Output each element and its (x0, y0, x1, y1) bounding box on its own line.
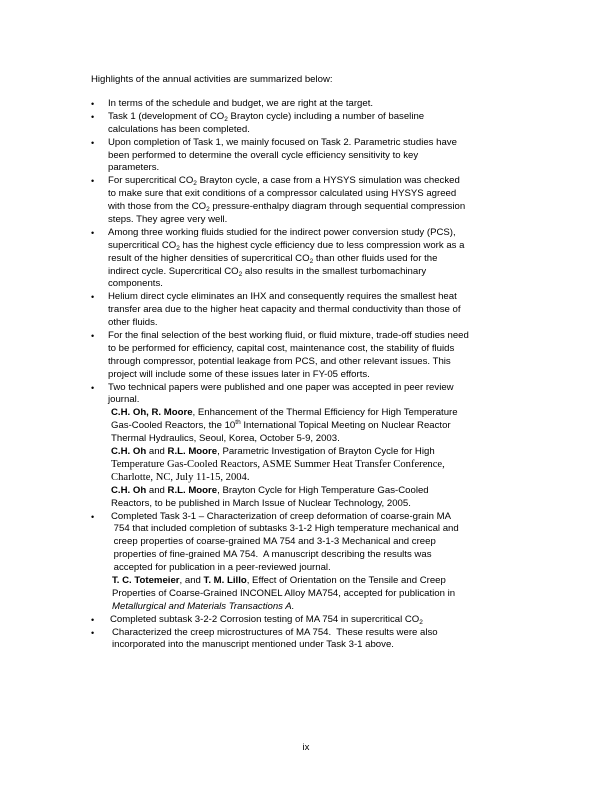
text-segment: , Parametric Investigation of Brayton Cycle for High (217, 446, 435, 458)
text-line (0, 304, 612, 317)
bullet-icon: • (91, 511, 95, 522)
text-line (0, 498, 612, 511)
text-segment: 754 that included completion of subtasks 3-1-2 High temperature mechanical and (111, 523, 459, 535)
text-segment: Brayton cycle) including a number of baseline (227, 110, 425, 122)
bullet-icon: • (91, 614, 95, 625)
text-segment: 2 (176, 244, 180, 252)
text-segment: 2 (419, 618, 423, 626)
text-line (0, 446, 612, 459)
bullet-item (0, 98, 612, 111)
author-name: C.H. Oh (111, 446, 147, 458)
text-segment: components. (108, 278, 163, 290)
text-line (0, 98, 612, 111)
intro-paragraph: Highlights of the annual activities are summarized below: (91, 74, 333, 85)
author-name: R.L. Moore (167, 484, 218, 496)
text-line (0, 343, 612, 356)
text-segment: Task 1 (development of CO (108, 110, 225, 122)
bullet-item (0, 511, 612, 575)
bullet-item (0, 175, 612, 227)
text-segment: 2 (238, 270, 243, 278)
text-segment: 2 (224, 115, 228, 123)
text-line (0, 382, 612, 395)
text-line (0, 175, 612, 188)
text-segment: Brayton cycle, a case from a HYSYS simulation was checked (196, 175, 460, 187)
author-name: R.L. Moore (167, 446, 218, 458)
text-segment: Completed Task 3-1 – Characterization of creep deformation of coarse-grain MA (111, 510, 452, 522)
bullet-icon: • (91, 331, 95, 342)
text-line (0, 472, 612, 485)
text-line (0, 601, 612, 614)
text-segment: 2 (206, 206, 210, 214)
reference-entry (0, 485, 612, 511)
text-line (0, 253, 612, 266)
text-segment: Temperature Gas-Cooled Reactors, ASME Summer Heat Transfer Conference, (111, 458, 445, 470)
text-line (0, 485, 612, 498)
text-segment: Reactors, to be published in March Issue of Nuclear Technology, 2005. (111, 497, 411, 509)
text-segment: to make sure that exit conditions of a compressor calculated using HYSYS agreed (108, 188, 457, 200)
text-line (0, 627, 612, 640)
bullet-item (0, 111, 612, 137)
text-segment: and (146, 446, 168, 458)
text-segment: , Effect of Orientation on the Tensile and Creep (246, 574, 446, 586)
text-line (0, 214, 612, 227)
text-segment: In terms of the schedule and budget, we are right at the target. (108, 98, 374, 109)
bullet-icon: • (91, 227, 95, 238)
text-segment: supercritical CO (108, 239, 177, 251)
text-segment: accepted for publication in a peer-reviewed journal. (111, 562, 331, 574)
text-segment: incorporated into the manuscript mentioned under Task 3-1 above. (112, 639, 394, 651)
bullet-item (0, 227, 612, 291)
text-segment: properties of fine-grained MA 754. A manuscript describing the results was (111, 549, 432, 561)
bullet-icon: • (91, 137, 95, 148)
text-line (0, 511, 612, 524)
text-segment: Upon completion of Task 1, we mainly focused on Task 2. Parametric studies have (108, 136, 457, 148)
text-segment: Charlotte, NC, July 11-15, 2004. (111, 471, 250, 483)
text-segment: th (235, 419, 241, 427)
text-line (0, 266, 612, 279)
text-segment: Two technical papers were published and one paper was accepted in peer review (108, 381, 454, 393)
text-line (0, 536, 612, 549)
author-name: T. M. Lillo (203, 574, 247, 586)
text-segment: Completed subtask 3-2-2 Corrosion testing of MA 754 in supercritical CO (110, 613, 420, 625)
text-segment: For supercritical CO (108, 175, 194, 187)
text-segment: calculations has been completed. (108, 123, 250, 135)
bullet-icon: • (91, 382, 95, 393)
text-line (0, 549, 612, 562)
journal-title: Metallurgical and Materials Transactions A. (112, 600, 295, 612)
text-segment: Helium direct cycle eliminates an IHX and consequently requires the smallest heat (108, 291, 457, 303)
text-segment: Characterized the creep microstructures of MA 754. These results were also (112, 626, 438, 638)
text-segment: For the final selection of the best working fluid, or fluid mixture, trade-off studies need (108, 330, 469, 342)
bullet-icon: • (91, 292, 95, 303)
bullet-item (0, 137, 612, 176)
reference-entry (0, 407, 612, 446)
bullet-item (0, 291, 612, 330)
text-segment: transfer area due to the higher heat capacity and thermal conductivity than those of (108, 304, 461, 316)
text-segment: Properties of Coarse-Grained INCONEL Alloy MA754, accepted for publication in (112, 587, 456, 599)
bullet-icon: • (91, 111, 95, 122)
text-segment: creep properties of coarse-grained MA 754 and 3-1-3 Mechanical and creep (111, 536, 436, 548)
bullet-item (0, 614, 612, 627)
text-segment: indirect cycle. Supercritical CO (108, 265, 239, 277)
text-segment: been performed to determine the overall cycle efficiency sensitivity to key (108, 149, 419, 161)
bullet-item (0, 627, 612, 653)
text-segment: pressure-enthalpy diagram through sequential compression (209, 201, 466, 213)
text-segment: International Topical Meeting on Nuclear Reactor (240, 420, 451, 432)
bullet-icon: • (91, 627, 95, 638)
highlights-list (0, 98, 612, 652)
text-segment: result of the higher densities of supercritical CO (108, 252, 310, 264)
text-line (0, 459, 612, 472)
text-line (0, 227, 612, 240)
text-segment: , and (179, 574, 204, 586)
text-segment: Among three working fluids studied for the indirect power conversion study (PCS), (108, 226, 456, 238)
text-segment: also results in the smallest turbomachinary (242, 265, 427, 277)
text-line (0, 575, 612, 588)
bullet-icon: • (91, 99, 95, 109)
text-segment: through compressor, potential leakage from PCS, and other relevant issues. This (108, 355, 451, 367)
text-line (0, 433, 612, 446)
text-segment: , Enhancement of the Thermal Efficiency for High Temperature (192, 407, 458, 419)
text-line (0, 201, 612, 214)
text-segment: Thermal Hydraulics, Seoul, Korea, October 5-9, 2003. (111, 433, 340, 445)
text-segment: and (146, 484, 168, 496)
text-line (0, 330, 612, 343)
text-line (0, 111, 612, 124)
text-line (0, 240, 612, 253)
reference-entry (0, 446, 612, 485)
text-line (0, 278, 612, 291)
text-segment: other fluids. (108, 317, 158, 329)
text-line (0, 188, 612, 201)
text-line (0, 588, 612, 601)
text-segment: has the highest cycle efficiency due to less compression work as a (179, 239, 465, 251)
text-segment: Gas-Cooled Reactors, the 10 (111, 420, 236, 432)
text-line (0, 562, 612, 575)
text-line (0, 394, 612, 407)
bullet-item (0, 382, 612, 408)
text-line (0, 356, 612, 369)
text-segment: project will include some of these issues later in FY-05 efforts. (108, 368, 370, 380)
text-segment: with those from the CO (108, 201, 207, 213)
text-line (0, 407, 612, 420)
text-line (0, 523, 612, 536)
text-line (0, 639, 612, 652)
text-line (0, 150, 612, 163)
text-line (0, 420, 612, 433)
bullet-item (0, 330, 612, 382)
text-line (0, 614, 612, 627)
author-name: C.H. Oh, R. Moore (111, 407, 193, 419)
text-segment: than other fluids used for the (313, 252, 438, 264)
text-line (0, 291, 612, 304)
text-line (0, 124, 612, 137)
text-segment: journal. (108, 394, 140, 406)
text-segment: 2 (309, 257, 314, 265)
bullet-icon: • (91, 176, 95, 187)
text-line (0, 162, 612, 175)
text-line (0, 369, 612, 382)
text-segment: to be performed for efficiency, capital cost, maintenance cost, the stability of fluids (108, 342, 455, 354)
text-segment: , Brayton Cycle for High Temperature Gas-Cooled (217, 484, 429, 496)
text-segment: 2 (193, 180, 197, 188)
text-line (0, 317, 612, 330)
text-line (0, 137, 612, 150)
author-name: C.H. Oh (111, 484, 147, 496)
text-segment: steps. They agree very well. (108, 214, 228, 226)
reference-entry (0, 575, 612, 614)
text-segment: parameters. (108, 162, 160, 174)
author-name: T. C. Totemeier (112, 574, 180, 586)
page-number: ix (302, 742, 310, 753)
